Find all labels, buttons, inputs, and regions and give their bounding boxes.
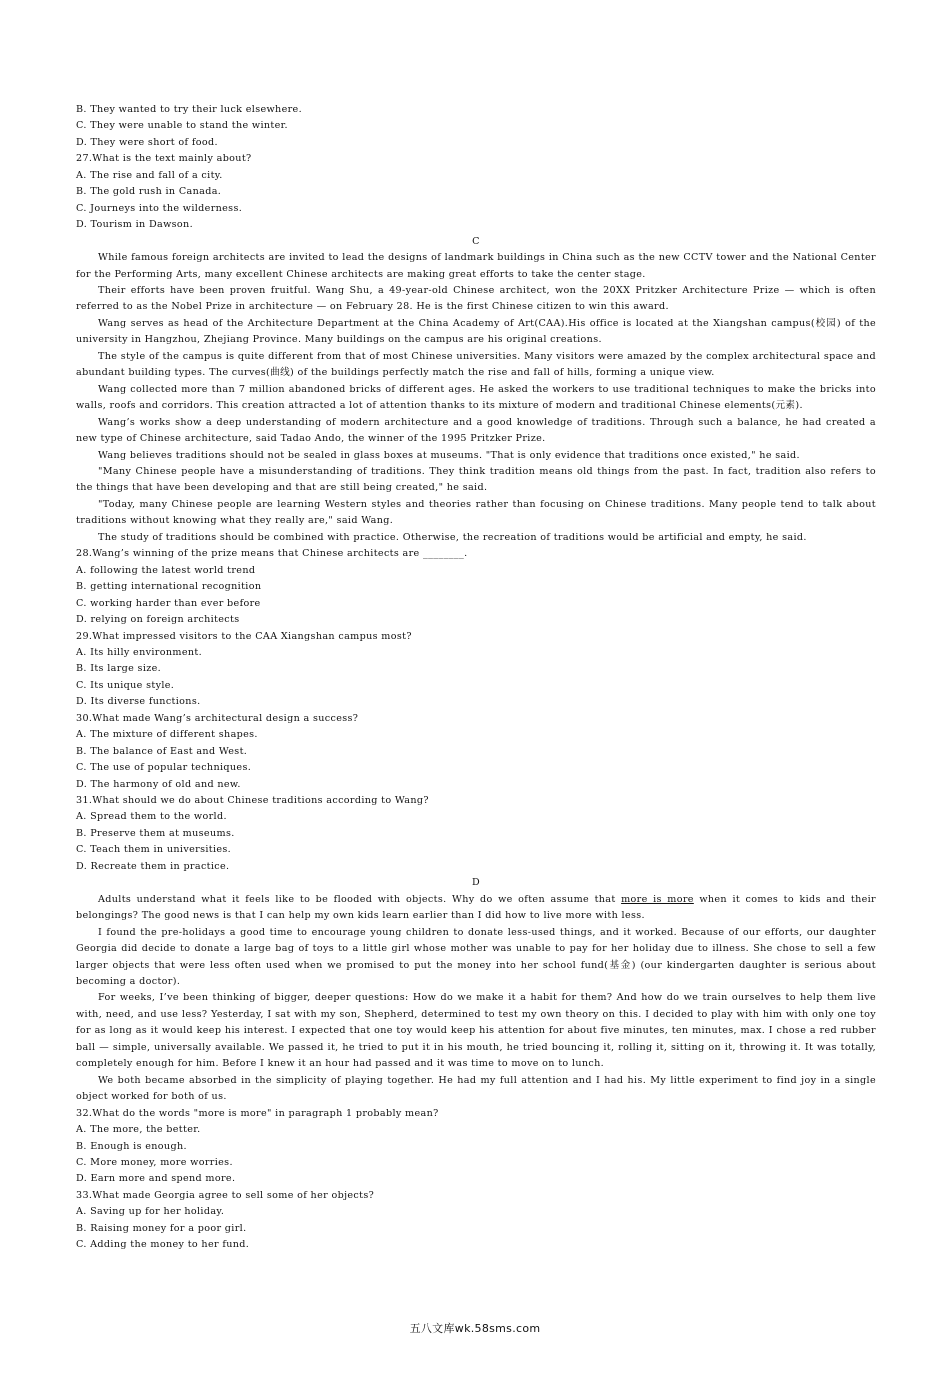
question-30: 30.What made Wang’s architectural design a success? — [76, 712, 359, 724]
answer-option: A. Saving up for her holiday. — [76, 1206, 225, 1218]
answer-option: D. Tourism in Dawson. — [76, 219, 193, 231]
section-c-heading: C — [472, 235, 480, 247]
answer-option: B. The gold rush in Canada. — [76, 186, 222, 198]
answer-option: A. The more, the better. — [76, 1124, 201, 1136]
passage-d-paragraph: We both became absorbed in the simplicity of playing together. He had my full attention and I had his. My little experiment to find joy in a single object worked for both of us. — [76, 1074, 876, 1103]
answer-option: B. getting international recognition — [76, 581, 262, 593]
passage-c-paragraph: The style of the campus is quite different from that of most Chinese universities. Many visitors were amazed by the complex architectural space and abundant building types. The curves(曲线) of the buildings perfectly match the rise and fall of hills, forming a unique view. — [76, 350, 876, 379]
question-28: 28.Wang’s winning of the prize means that Chinese architects are ________. — [76, 548, 468, 560]
passage-d-paragraph: For weeks, I’ve been thinking of bigger, deeper questions: How do we make it a habit for them? And how do we train ourselves to help them live with, need, and use less? Yesterday, I sat with my son, Shepherd, determined to test my own theory on this. I decided to play with him with only one toy for as long as it would keep his interest. I expected that one toy would keep his attention for about five minutes, ten minutes, max. I chose a red rubber ball — simple, universally available. We passed it, he tried to put it in his mouth, he tried bouncing it, rolling it, sitting on it, throwing it. It was totally, completely enough for him. Before I knew it an hour had passed and it was time to move on to lunch. — [76, 992, 876, 1070]
document-page — [76, 102, 876, 1254]
paragraph-text: when it comes to kids and their belongings? The good news is that I can help my own kids learn earlier than I did how to live more with less. — [76, 893, 876, 922]
answer-option: A. The mixture of different shapes. — [76, 729, 258, 741]
answer-option: C. Its unique style. — [76, 679, 175, 691]
page-footer-watermark: 五八文库wk.58sms.com — [409, 1322, 541, 1335]
passage-c-paragraph: Wang collected more than 7 million abandoned bricks of different ages. He asked the workers to use traditional techniques to make the bricks into walls, roofs and corridors. This creation attracted a lot of attention thanks to its mixture of modern and traditional Chinese elements(元素). — [76, 383, 876, 412]
answer-option: B. They wanted to try their luck elsewhere. — [76, 104, 302, 115]
answer-option: D. Recreate them in practice. — [76, 860, 230, 872]
answer-option: A. Spread them to the world. — [76, 811, 227, 823]
question-27: 27.What is the text mainly about? — [76, 153, 252, 165]
paragraph-text: Adults understand what it feels like to be flooded with objects. Why do we often assume that — [98, 893, 622, 905]
underlined-phrase: more is more — [621, 893, 694, 905]
passage-c-paragraph: The study of traditions should be combined with practice. Otherwise, the recreation of traditions would be artificial and empty, he said. — [98, 531, 807, 543]
section-d-heading: D — [471, 877, 481, 889]
answer-option: C. working harder than ever before — [76, 597, 261, 609]
question-31: 31.What should we do about Chinese traditions according to Wang? — [76, 795, 429, 807]
answer-option: B. Raising money for a poor girl. — [76, 1222, 247, 1234]
answer-option: C. Teach them in universities. — [76, 844, 232, 856]
passage-c-paragraph: Their efforts have been proven fruitful. Wang Shu, a 49-year-old Chinese architect, won the 20XX Pritzker Architecture Prize — which is often referred to as the Nobel Prize in architecture — on February 28. He is the first Chinese citizen to win this award. — [76, 284, 876, 313]
answer-option: D. relying on foreign architects — [76, 614, 240, 626]
answer-option: A. following the latest world trend — [76, 564, 256, 576]
passage-c-paragraph: "Many Chinese people have a misunderstanding of traditions. They think tradition means old things from the past. In fact, tradition also refers to the things that have been developing and that are still being created," he said. — [76, 465, 876, 494]
answer-option: A. The rise and fall of a city. — [76, 169, 223, 181]
answer-option: B. The balance of East and West. — [76, 745, 248, 757]
answer-option: C. The use of popular techniques. — [76, 762, 252, 774]
answer-option: A. Its hilly environment. — [76, 646, 202, 658]
passage-c-paragraph: Wang’s works show a deep understanding of modern architecture and a good knowledge of traditions. Through such a balance, he had created a new type of Chinese architecture, said Tadao Ando, the winner of the 1995 Pritzker Prize. — [76, 416, 876, 445]
passage-c-paragraph: While famous foreign architects are invited to lead the designs of landmark buildings in China such as the new CCTV tower and the National Center for the Performing Arts, many excellent Chinese architects are making great efforts to take the center stage. — [76, 252, 876, 280]
answer-option: D. The harmony of old and new. — [76, 778, 241, 790]
passage-d-paragraph — [76, 892, 876, 925]
passage-c-paragraph: Wang believes traditions should not be sealed in glass boxes at museums. "That is only evidence that traditions once existed," he said. — [98, 449, 800, 461]
question-33: 33.What made Georgia agree to sell some of her objects? — [76, 1189, 375, 1201]
answer-option: C. Adding the money to her fund. — [76, 1239, 250, 1251]
answer-option: D. Its diverse functions. — [76, 696, 201, 708]
answer-option: D. Earn more and spend more. — [76, 1173, 236, 1185]
answer-option: B. Preserve them at museums. — [76, 827, 235, 839]
passage-c-paragraph: "Today, many Chinese people are learning Western styles and theories rather than focusing on Chinese traditions. Many people tend to talk about traditions without knowing what they really are," said Wang. — [76, 498, 876, 527]
passage-c-paragraph: Wang serves as head of the Architecture Department at the China Academy of Art(CAA).His office is located at the Xiangshan campus(校园) of the university in Hangzhou, Zhejiang Province. Many buildings on the campus are his original creations. — [76, 317, 876, 346]
question-32: 32.What do the words "more is more" in paragraph 1 probably mean? — [76, 1107, 439, 1119]
answer-option: B. Enough is enough. — [76, 1140, 187, 1152]
question-29: 29.What impressed visitors to the CAA Xiangshan campus most? — [76, 630, 412, 642]
answer-option: C. Journeys into the wilderness. — [76, 202, 243, 214]
passage-d-paragraph: I found the pre-holidays a good time to encourage young children to donate less-used things, and it worked. Because of our efforts, our daughter Georgia did decide to donate a large bag of toys to a little girl whose mother was unable to pay for her holiday due to illness. She chose to sell a few larger objects that were less often used when we promised to put the money into her school fund(基金) (our kindergarten daughter is serious about becoming a doctor). — [76, 926, 876, 988]
answer-option: C. More money, more worries. — [76, 1157, 233, 1168]
answer-option: B. Its large size. — [76, 663, 162, 675]
answer-option: D. They were short of food. — [76, 136, 218, 148]
answer-option: C. They were unable to stand the winter. — [76, 120, 288, 132]
